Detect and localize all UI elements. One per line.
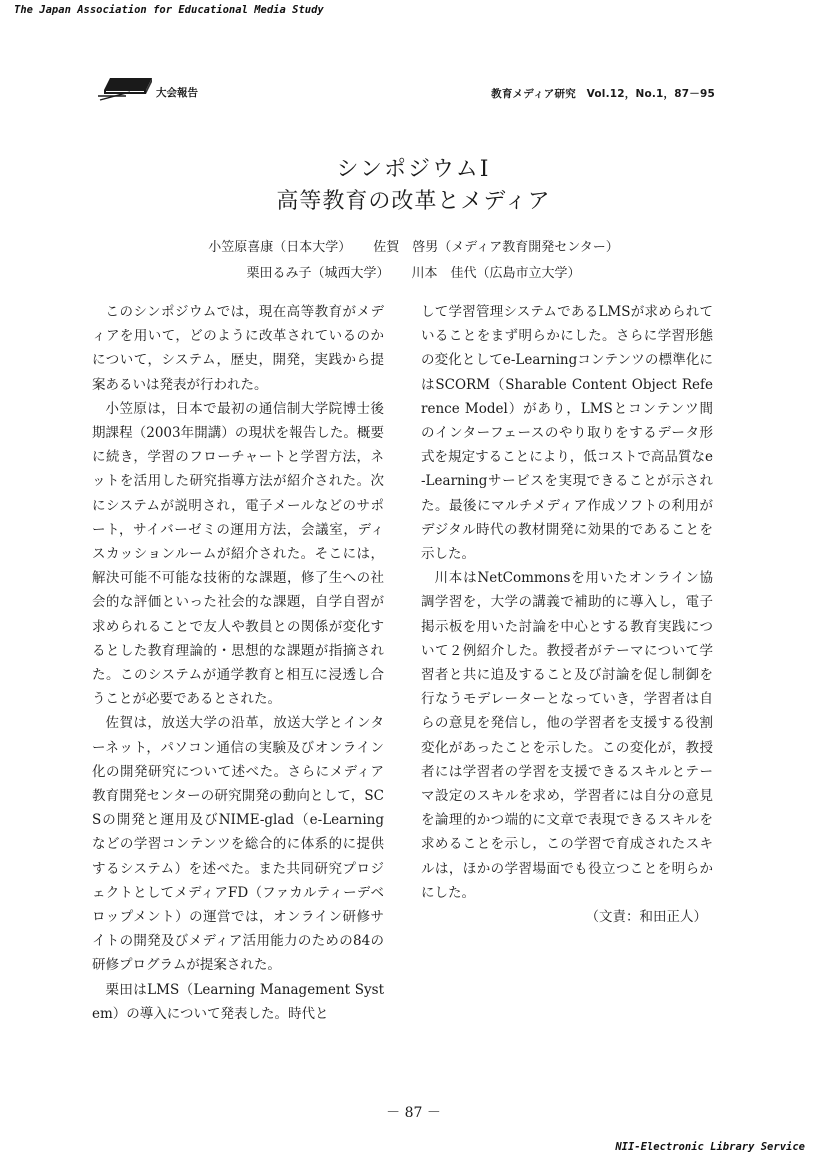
right-column — [421, 300, 713, 929]
report-badge — [96, 72, 226, 106]
author-saga: 佐賀 啓男（メディア教育開発センター） — [373, 240, 619, 255]
paragraph-intro: このシンポジウムでは，現在高等教育がメディアを用いて，どのように改革されているのかについて，システム，歴史，開発，実践から提案あるいは発表が行われた。 — [92, 304, 384, 393]
symposium-title: シンポジウムⅠ — [336, 157, 491, 182]
author-kawamoto: 川本 佳代（広島市立大学） — [411, 266, 581, 281]
paragraph-ogasawara: 小笠原は，日本で最初の通信制大学院博士後期課程（2003年開講）の現状を報告した。概要に続き，学習のフローチャートと学習方法，ネットを活用した研究指導方法が紹介された。次にシステムが説明され，電子メールなどのサポート，サイバーゼミの運用方法，会議室，ディスカッションルームが紹介された。そこには，解決可能不可能な技術的な課題，修了生への社会的な評価といった社会的な課題，自学自習が求められることで友人や教員との関係が変化するとした教育理論的・思想的な課題が指摘された。このシステムが通学教育と相互に浸透し合うことが必要であるとされた。 — [92, 400, 384, 708]
left-column — [92, 300, 384, 1026]
attribution: （文責：和田正人） — [585, 909, 707, 926]
page-number: － 87 － — [386, 1105, 441, 1121]
paragraph-saga: 佐賀は，放送大学の沿革，放送大学とインターネット，パソコン通信の実験及びオンライン化の開発研究について述べた。さらにメディア教育開発センターの研究開発の動向として，SCSの開発と運用及びNIME-glad（e-Learningなどの学習コンテンツを総合的に体系的に提供するシステム）を述べた。また共同研究プロジェクトとしてメディアFD（ファカルティーデベロップメント）の運営では，オンライン研修サイトの開発及びメディア活用能力のための84の研修プログラムが提案された。 — [92, 715, 384, 974]
author-row-2 — [0, 262, 827, 281]
paragraph-kurita-continued: して学習管理システムであるLMSが求められていることをまず明らかにした。さらに学習形態の変化としてe-Learningコンテンツの標準化にはSCORM（Sharable Content Object Reference Model）があり，LMSとコンテンツ間のインターフェースのやり取りをするデータ形式を規定することにより，低コストで高品質なe-Learningサービスを実現できることが示された。最後にマルチメディア作成ソフトの利用がデジタル時代の教材開発に効果的であることを示した。 — [421, 304, 713, 563]
author-kurita: 栗田るみ子（城西大学） — [246, 266, 390, 281]
paper-title: 高等教育の改革とメディア — [276, 189, 551, 214]
association-banner: The Japan Association for Educational Media Study — [14, 4, 324, 16]
book-icon — [96, 72, 158, 104]
author-row-1 — [0, 236, 827, 255]
author-ogasawara: 小笠原喜康（日本大学） — [208, 240, 352, 255]
journal-citation: 教育メディア研究 Vol.12，No.1，87－95 — [491, 88, 715, 100]
paragraph-kurita-start: 栗田はLMS（Learning Management System）の導入について発表した。時代と — [92, 981, 384, 1022]
paragraph-kawamoto: 川本はNetCommonsを用いたオンライン協調学習を，大学の講義で補助的に導入し，電子掲示板を用いた討論を中心とする教育実践について２例紹介した。教授者がテーマについて学習者と共に追及すること及び討論を促し制御を行なうモデレーターとなっていき，学習者は自らの意見を発信し，他の学習者を支援する役割変化があったことを示した。この変化が，教授者には学習者の学習を支援できるスキルとテーマ設定のスキルを求め，学習者には自分の意見を論理的かつ端的に文章で表現できるスキルを求めることを示し，この学習で育成されたスキルは，ほかの学習場面でも役立つことを明らかにした。 — [421, 570, 713, 901]
report-label: 大会報告 — [156, 87, 198, 99]
service-banner: NII-Electronic Library Service — [615, 1141, 805, 1153]
